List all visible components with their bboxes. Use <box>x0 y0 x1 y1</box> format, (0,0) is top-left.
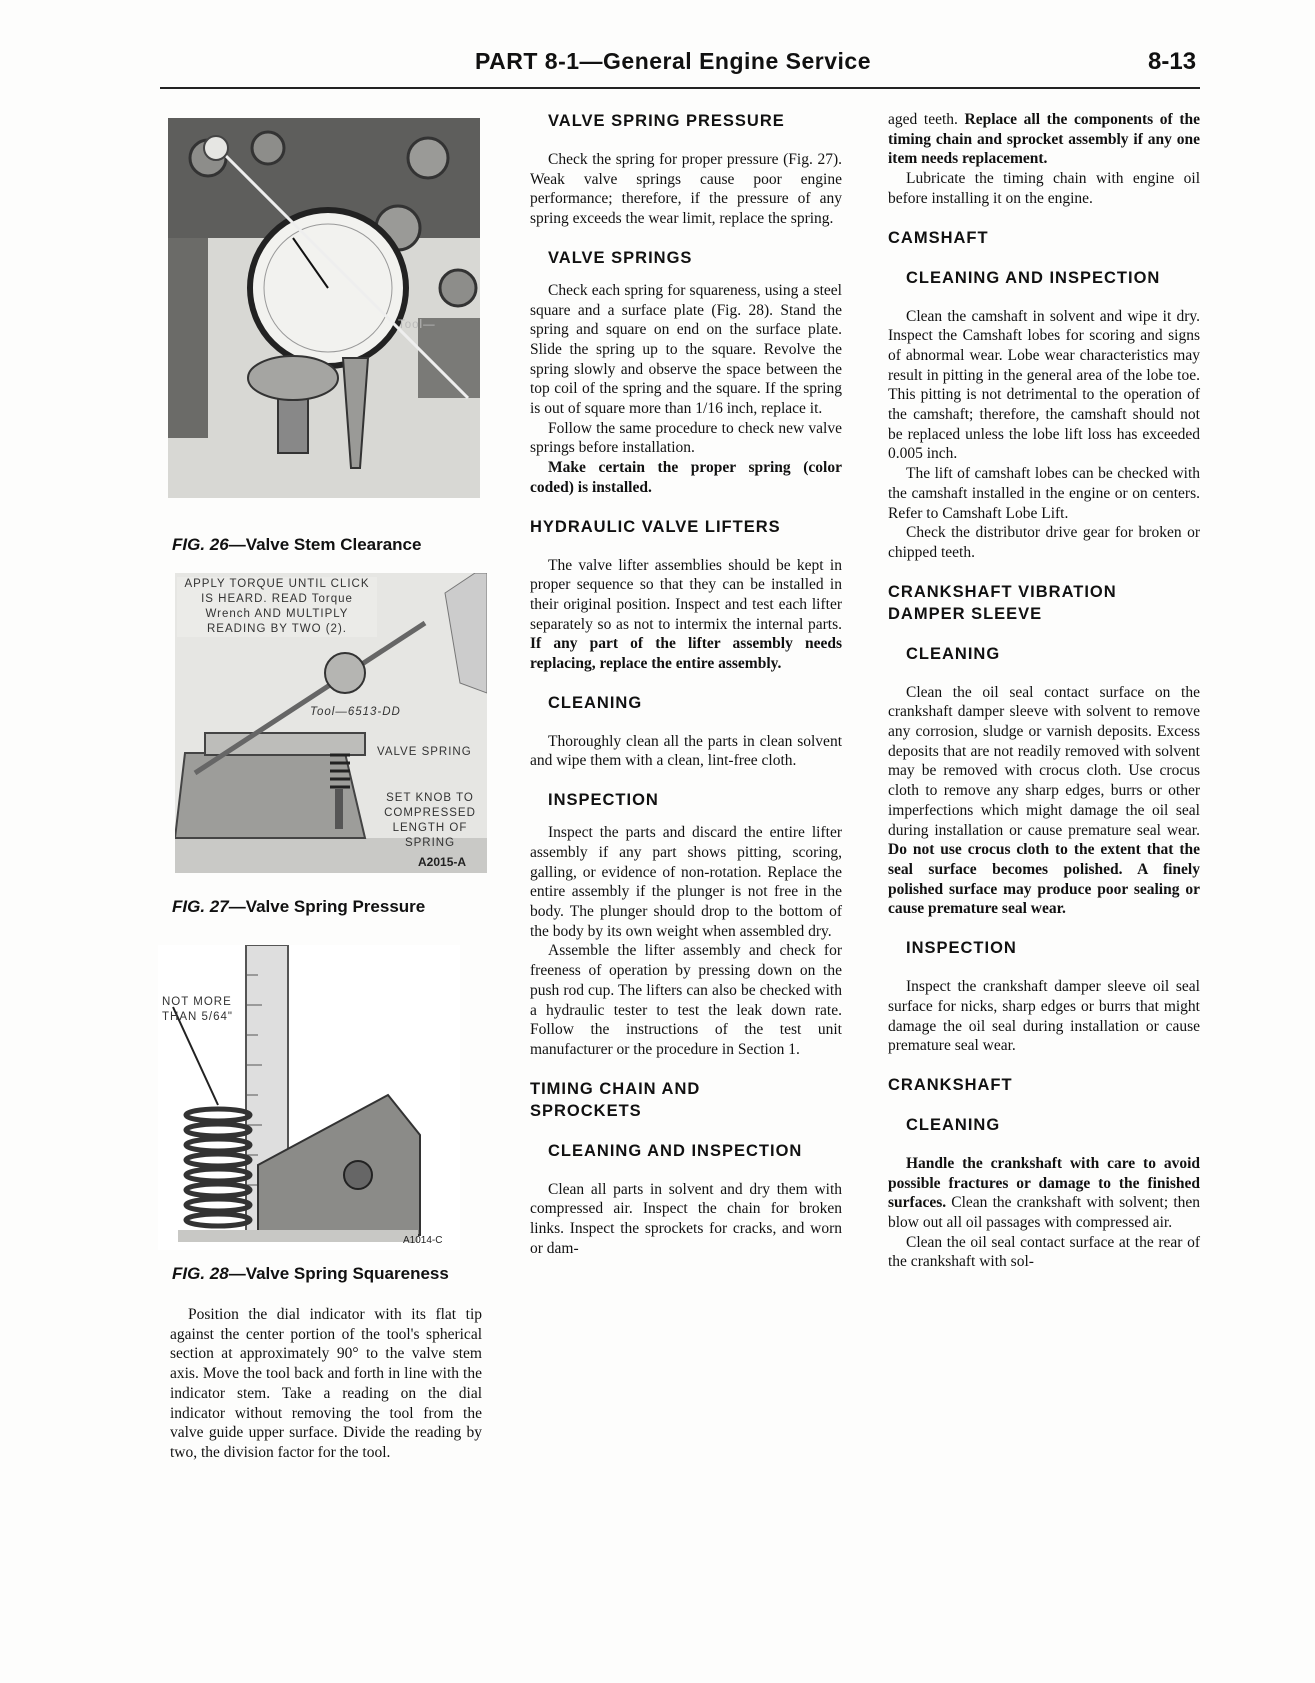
figure-27-tool-callout: Tool—6513-DD <box>310 706 401 718</box>
figure-26-number: FIG. 26 <box>172 535 229 554</box>
figure-27-caption <box>172 897 425 917</box>
timing-cleaning-paragraph: Clean all parts in solvent and dry them with compressed air. Inspect the chain for broken links. Inspect the sprockets for cracks, and worn or dam- <box>530 1180 842 1257</box>
dial-indicator-paragraph: Position the dial indicator with its flat tip against the center portion of the tool's spherical section at approximately 90° to the valve stem axis. Move the tool back and forth in line with the indicator stem. Take a reading on the dial indicator without removing the tool from the valve guide upper surface. Divide the reading by two, the division factor for the tool. <box>170 1306 482 1461</box>
right-column <box>888 110 1200 1272</box>
timing-chain-replace-warning: Replace all the components of the timing chain and sprocket assembly if any one item needs replacement. <box>888 111 1200 168</box>
heading-camshaft-cleaning-inspection: CLEANING AND INSPECTION <box>906 268 1161 287</box>
timing-chain-continued-paragraph <box>888 110 1200 169</box>
heading-hydraulic-valve-lifters: HYDRAULIC VALVE LIFTERS <box>530 517 781 536</box>
timing-chain-continued-text: aged teeth. <box>888 111 958 128</box>
figure-26-photo <box>168 118 480 498</box>
figure-26-tool-label: Tool— <box>398 319 436 331</box>
figure-27-knob-callout: SET KNOB TO COMPRESSED LENGTH OF SPRING <box>384 792 476 849</box>
damper-cleaning-paragraph <box>888 683 1200 919</box>
page-number: 8-13 <box>1148 48 1197 75</box>
hydraulic-lifters-paragraph <box>530 556 842 674</box>
figure-26-caption-text: —Valve Stem Clearance <box>228 535 422 554</box>
left-column-text <box>170 1305 482 1463</box>
lifter-cleaning-paragraph: Thoroughly clean all the parts in clean solvent and wipe them with a clean, lint-free cloth. <box>530 732 842 770</box>
camshaft-paragraph-3: Check the distributor drive gear for broken or chipped teeth. <box>888 524 1200 561</box>
valve-springs-paragraph-1: Check each spring for squareness, using a steel square and a surface plate (Fig. 28). Stand the spring and square on end on the surface plate. Slide the spring up to the square. Revolve the spring slowly and observe the space between the top coil of the spring and the square. If the spring is out of square more than 1/16 inch, replace it. <box>530 281 842 418</box>
hydraulic-lifters-warning: If any part of the lifter assembly needs replacing, replace the entire assembly. <box>530 635 842 673</box>
valve-springs-note: Make certain the proper spring (color coded) is installed. <box>530 459 842 496</box>
figure-27-photo <box>175 573 487 873</box>
heading-crankshaft: CRANKSHAFT <box>888 1075 1013 1094</box>
heading-damper-cleaning: CLEANING <box>906 644 1001 663</box>
figure-28-photo <box>158 945 460 1250</box>
damper-cleaning-text: Clean the oil seal contact surface on the crankshaft damper sleeve with solvent to remove any corrosion, sludge or varnish deposits. Excess deposits that are not readily removed with solvent may be removed with crocus cloth. Use crocus cloth to remove any sharp edges, burrs or other imperfections which might damage the oil seal during installation or cause premature seal wear. <box>888 683 1200 839</box>
figure-27-code: A2015-A <box>418 855 467 869</box>
running-header-title: PART 8-1—General Engine Service <box>475 48 871 74</box>
lifter-inspection-paragraph-2: Assemble the lifter assembly and check for freeness of operation by pressing down on the push rod cup. The lifters can also be checked with a hydraulic tester to test the leak down rate. Follow the instructions of the test unit manufacturer or the procedure in Section 1. <box>530 942 842 1058</box>
heading-damper-inspection: INSPECTION <box>906 939 1017 958</box>
middle-column <box>530 110 842 1258</box>
damper-inspection-paragraph: Inspect the crankshaft damper sleeve oil seal surface for nicks, sharp edges or burrs that might damage the oil seal during installation or cause premature seal wear. <box>888 978 1200 1055</box>
camshaft-paragraph-2: The lift of camshaft lobes can be checked with the camshaft installed in the engine or on centers. Refer to Camshaft Lobe Lift. <box>888 465 1200 522</box>
crankshaft-cleaning-text: Clean the crankshaft with solvent; then blow out all oil passages with compressed air. <box>888 1194 1201 1232</box>
heading-valve-spring-pressure: VALVE SPRING PRESSURE <box>548 112 785 130</box>
heading-valve-springs: VALVE SPRINGS <box>548 248 693 267</box>
lifter-inspection-paragraph-1: Inspect the parts and discard the entire lifter assembly if any part shows pitting, scoring, galling, or evidence of non-rotation. Replace the entire assembly if the plunger is not free in the body. The plunger should drop to the bottom of the body by its own weight when assembled dry. <box>530 824 842 940</box>
figure-28-caption-text: —Valve Spring Squareness <box>228 1264 449 1283</box>
figure-28-callout: NOT MORE THAN 5/64" <box>162 996 233 1023</box>
crankshaft-cleaning-paragraph-1 <box>888 1154 1200 1233</box>
figure-27-torque-callout: APPLY TORQUE UNTIL CLICK IS HEARD. READ Torque Wrench AND MULTIPLY READING BY TWO (2). <box>177 577 377 637</box>
heading-lifter-cleaning: CLEANING <box>548 693 643 712</box>
timing-chain-lubricate-paragraph: Lubricate the timing chain with engine oil before installing it on the engine. <box>888 170 1200 207</box>
heading-camshaft: CAMSHAFT <box>888 228 989 247</box>
figure-28-caption <box>172 1264 449 1284</box>
valve-spring-pressure-paragraph: Check the spring for proper pressure (Fig. 27). Weak valve springs cause poor engine performance; therefore, if the pressure of any spring exceeds the wear limit, replace the spring. <box>530 151 842 228</box>
heading-timing-cleaning-inspection: CLEANING AND INSPECTION <box>548 1141 803 1160</box>
heading-lifter-inspection: INSPECTION <box>548 791 659 810</box>
camshaft-paragraph-1: Clean the camshaft in solvent and wipe it dry. Inspect the Camshaft lobes for scoring and signs of abnormal wear. Lobe wear characteristics may result in pitting in the general area of the lobe toe. This pitting is not detrimental to the operation of the camshaft; therefore, the camshaft should not be replaced unless the lobe lift loss has exceeded 0.005 inch. <box>888 307 1200 463</box>
figure-26-caption <box>172 535 421 555</box>
valve-springs-paragraph-2: Follow the same procedure to check new valve springs before installation. <box>530 419 842 457</box>
hydraulic-lifters-text: The valve lifter assemblies should be kept in proper sequence so that they can be installed in their original position. Inspect and test each lifter separately so as not to intermix the internal parts. <box>530 556 842 633</box>
heading-timing-chain-sprockets: TIMING CHAIN AND SPROCKETS <box>530 1079 701 1120</box>
crankshaft-handle-warning: Handle the crankshaft with care to avoid possible fractures or damage to the finished surfaces. <box>888 1154 1200 1212</box>
figure-28-code: A1014-C <box>403 1235 443 1246</box>
heading-crankshaft-vibration-damper-sleeve: CRANKSHAFT VIBRATION DAMPER SLEEVE <box>888 582 1117 623</box>
damper-cleaning-warning: Do not use crocus cloth to the extent that the seal surface becomes polished. A finely polished surface may produce poor sealing or cause premature seal wear. <box>888 841 1200 918</box>
figure-28-number: FIG. 28 <box>172 1264 229 1283</box>
header-rule <box>160 87 1200 89</box>
crankshaft-cleaning-paragraph-2: Clean the oil seal contact surface at the rear of the crankshaft with sol- <box>888 1233 1200 1271</box>
heading-crankshaft-cleaning: CLEANING <box>906 1115 1001 1134</box>
valve-springs-paragraph-3 <box>530 458 842 497</box>
valve-spring-squareness-illustration <box>158 945 460 1250</box>
figure-27-caption-text: —Valve Spring Pressure <box>228 897 426 916</box>
valve-stem-clearance-illustration <box>168 118 480 498</box>
figure-27-spring-callout: VALVE SPRING <box>377 746 472 758</box>
figure-27-number: FIG. 27 <box>172 897 229 916</box>
